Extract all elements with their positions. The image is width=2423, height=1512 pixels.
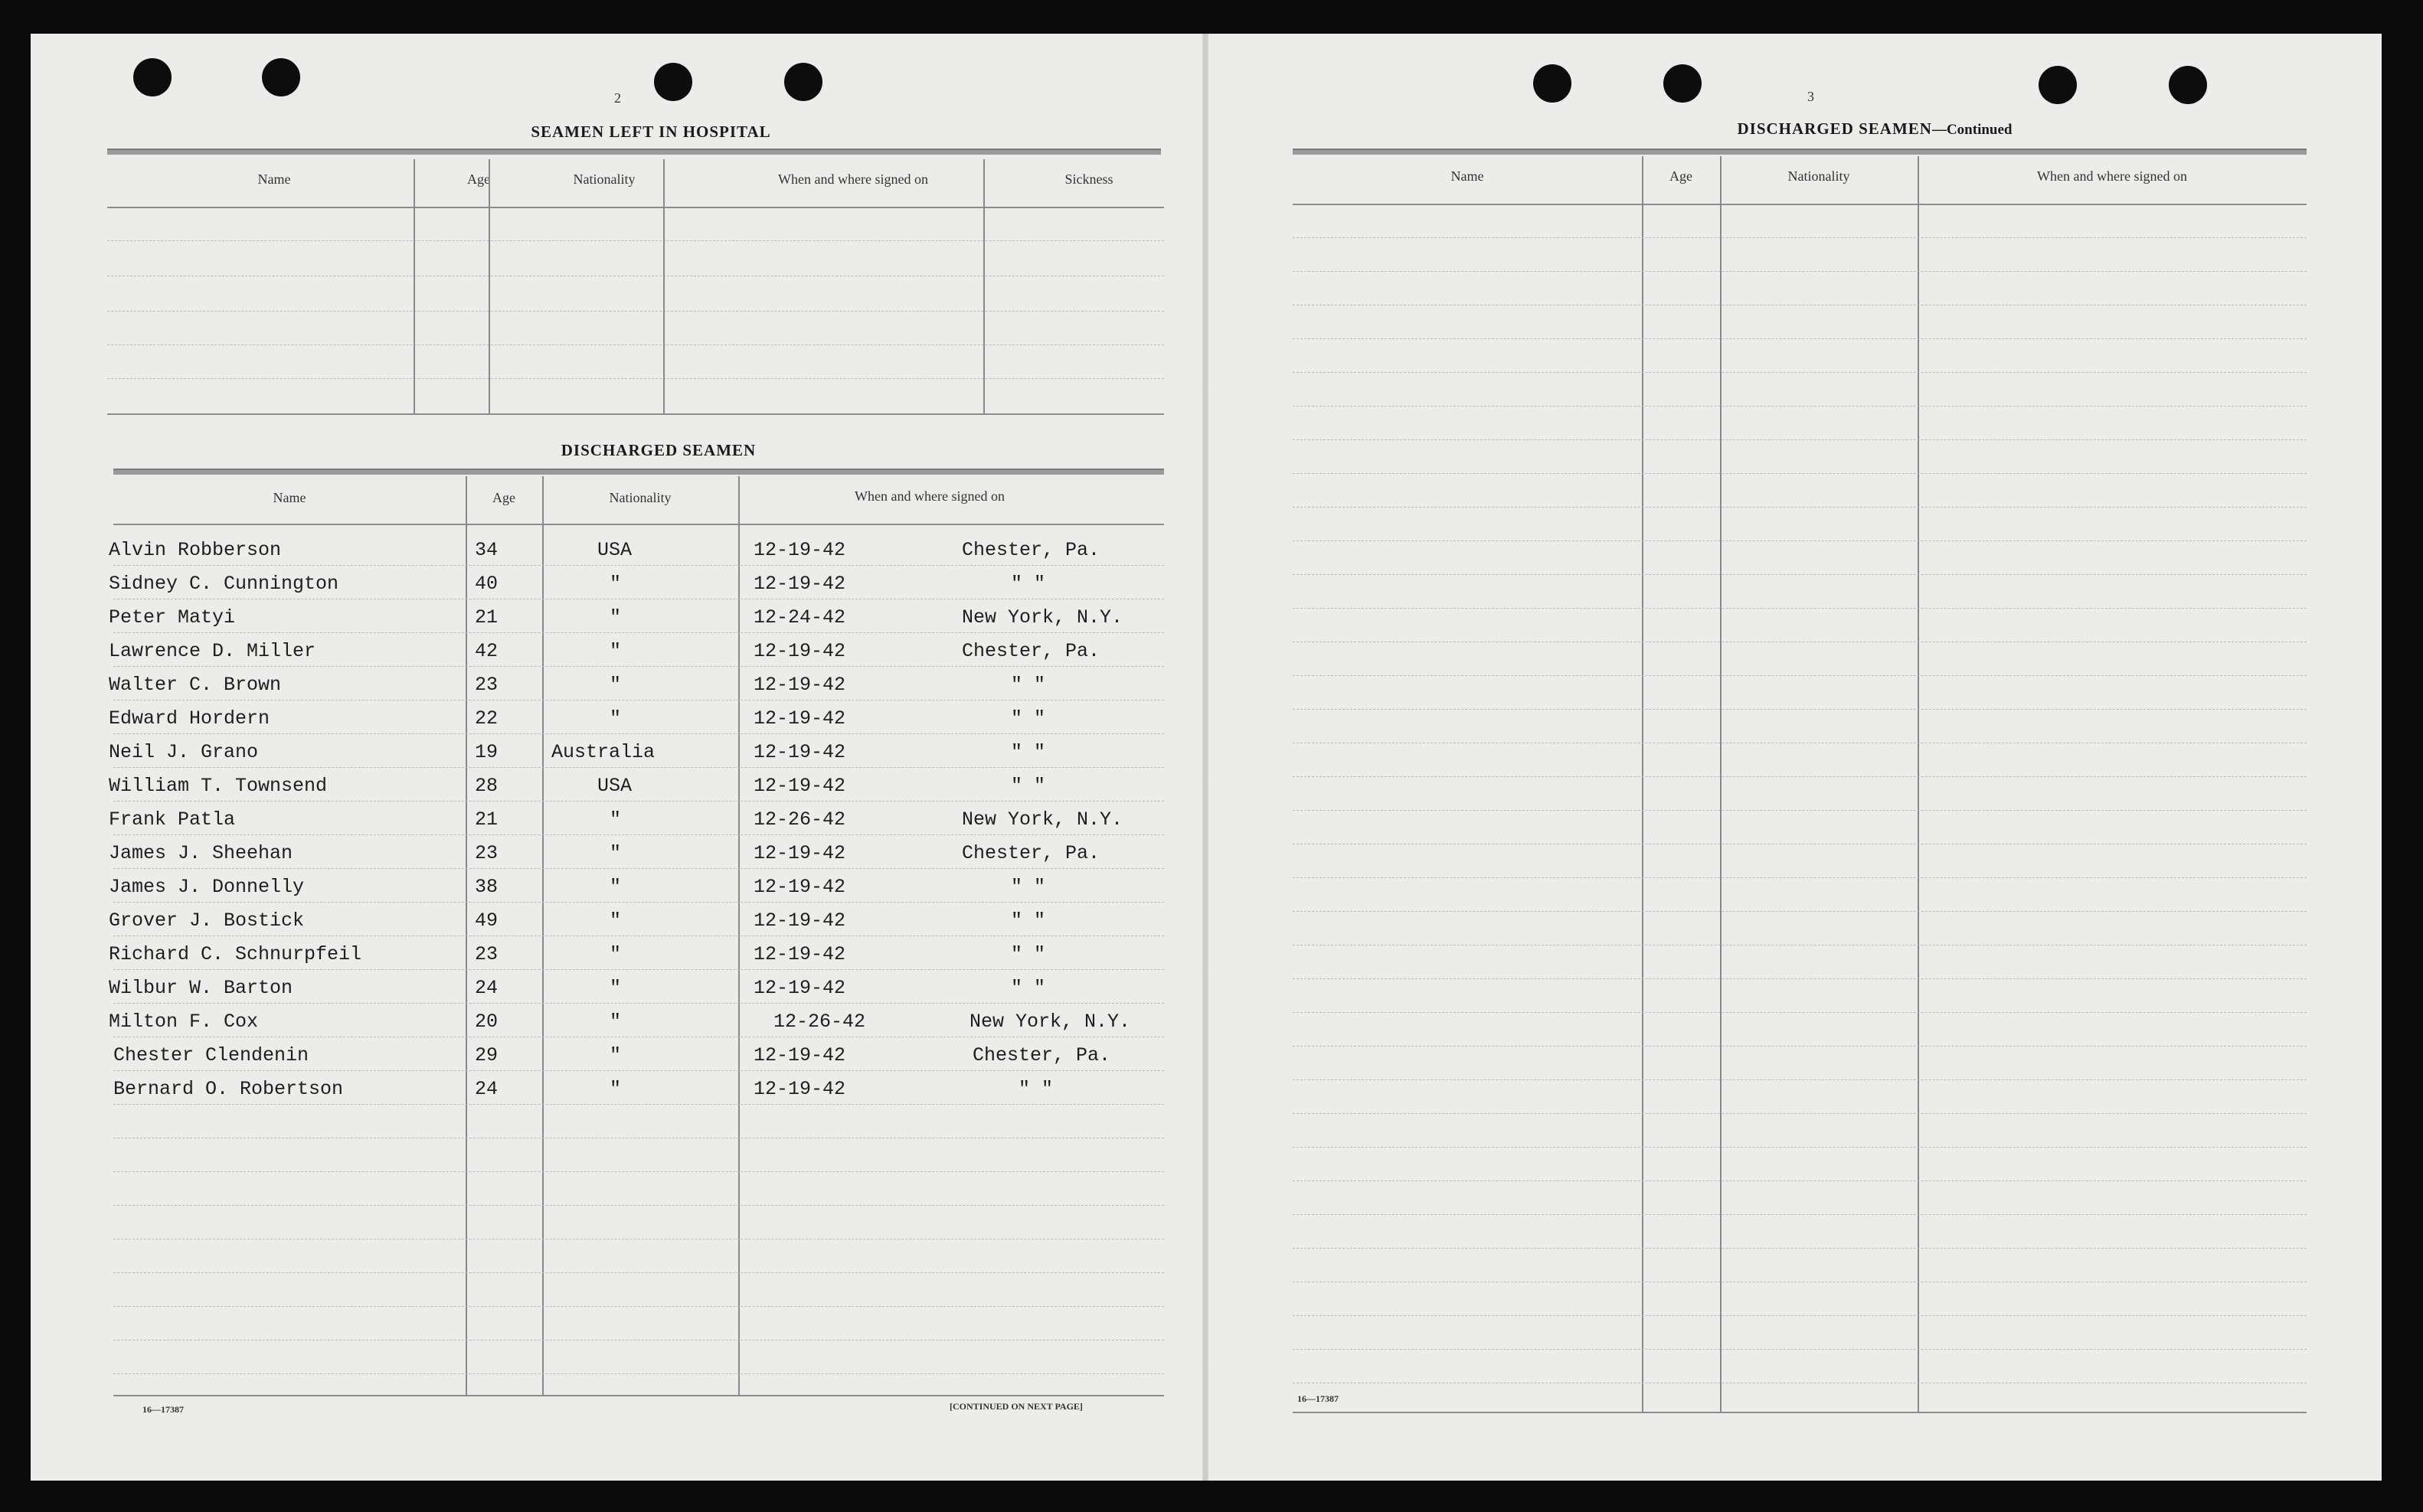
signed-on-date: 12-26-42 [773, 1011, 866, 1033]
seaman-nationality: " [610, 606, 622, 629]
signed-on-date: 12-19-42 [754, 977, 846, 999]
row-rule [1293, 574, 2307, 575]
row-rule [1293, 1147, 2307, 1148]
seaman-name: William T. Townsend [109, 775, 328, 797]
seaman-name: Frank Patla [109, 808, 236, 831]
signed-on-place: Chester, Pa. [962, 842, 1100, 864]
seaman-name: Wilbur W. Barton [109, 977, 293, 999]
section-title-discharged: DISCHARGED SEAMEN [561, 441, 757, 459]
table-bottom-rule [113, 1395, 1164, 1396]
row-rule [113, 1070, 1164, 1071]
signed-on-place: Chester, Pa. [962, 640, 1100, 662]
punch-hole [2169, 66, 2207, 104]
col-header-age: Age [1669, 168, 1692, 184]
row-rule [113, 969, 1164, 970]
seaman-nationality: " [610, 573, 622, 595]
row-rule [113, 666, 1164, 667]
signed-on-date: 12-19-42 [754, 707, 846, 730]
signed-on-date: 12-19-42 [754, 876, 846, 898]
seaman-name: Peter Matyi [109, 606, 236, 629]
row-rule [1293, 1113, 2307, 1114]
signed-on-place: New York, N.Y. [962, 808, 1123, 831]
seaman-nationality: " [610, 808, 622, 831]
seaman-age: 23 [475, 674, 499, 696]
row-rule [1293, 978, 2307, 979]
seaman-age: 49 [475, 909, 499, 932]
column-divider [663, 159, 665, 413]
punch-hole [262, 58, 300, 96]
table-bottom-rule [1293, 1412, 2307, 1413]
punch-hole [784, 63, 822, 101]
seaman-nationality: " [610, 842, 622, 864]
col-header-nationality: Nationality [1787, 168, 1850, 184]
row-rule [113, 1373, 1164, 1374]
row-rule [113, 767, 1164, 768]
page-number: 3 [1807, 89, 1814, 104]
signed-on-date: 12-24-42 [754, 606, 846, 629]
signed-on-date: 12-19-42 [754, 775, 846, 797]
row-rule [1293, 1349, 2307, 1350]
signed-on-date: 12-19-42 [754, 909, 846, 932]
signed-on-place: " " [1011, 943, 1046, 965]
signed-on-date: 12-19-42 [754, 539, 846, 561]
column-divider [1918, 156, 1919, 1412]
row-rule [1293, 1315, 2307, 1316]
signed-on-date: 12-26-42 [754, 808, 846, 831]
signed-on-place: Chester, Pa. [962, 539, 1100, 561]
column-divider [1720, 156, 1722, 1412]
row-rule [1293, 338, 2307, 339]
title-main: DISCHARGED SEAMEN [1737, 119, 1932, 138]
row-rule [1293, 439, 2307, 440]
seaman-name: Edward Hordern [109, 707, 270, 730]
seaman-nationality: " [610, 707, 622, 730]
signed-on-place: " " [1011, 707, 1046, 730]
row-rule [1293, 810, 2307, 811]
heavy-rule [107, 149, 1161, 155]
seaman-nationality: " [610, 909, 622, 932]
heavy-rule [1293, 149, 2307, 155]
column-divider [1642, 156, 1643, 1412]
seaman-name: James J. Donnelly [109, 876, 305, 898]
col-header-name: Name [273, 490, 306, 505]
signed-on-place: New York, N.Y. [962, 606, 1123, 629]
seaman-age: 29 [475, 1044, 499, 1066]
row-rule [113, 1104, 1164, 1105]
punch-hole [2039, 66, 2077, 104]
row-rule [113, 868, 1164, 869]
seaman-nationality: " [610, 674, 622, 696]
header-rule [107, 207, 1164, 208]
col-header-name: Name [257, 171, 291, 187]
form-number: 16—17387 [142, 1404, 184, 1415]
seaman-nationality: USA [597, 539, 633, 561]
row-rule [1293, 608, 2307, 609]
seaman-name: Sidney C. Cunnington [109, 573, 339, 595]
col-header-signed-on: When and where signed on [2037, 168, 2187, 184]
seaman-name: Walter C. Brown [109, 674, 282, 696]
left-page [31, 34, 1202, 1481]
seaman-age: 24 [475, 977, 499, 999]
punch-hole [133, 58, 172, 96]
seaman-name: Milton F. Cox [109, 1011, 259, 1033]
signed-on-place: " " [1011, 775, 1046, 797]
signed-on-place: New York, N.Y. [970, 1011, 1131, 1033]
row-rule [113, 1003, 1164, 1004]
seaman-age: 40 [475, 573, 499, 595]
page-number: 2 [614, 90, 621, 106]
continued-note: [CONTINUED ON NEXT PAGE] [950, 1401, 1083, 1412]
col-header-nationality: Nationality [573, 171, 636, 187]
seaman-age: 20 [475, 1011, 499, 1033]
column-divider [489, 159, 490, 413]
row-rule [1293, 1214, 2307, 1215]
seaman-nationality: Australia [551, 741, 656, 763]
row-rule [1293, 709, 2307, 710]
row-rule [113, 632, 1164, 633]
row-rule [1293, 540, 2307, 541]
document-sheet [31, 34, 2382, 1481]
signed-on-date: 12-19-42 [754, 741, 846, 763]
row-rule [1293, 1046, 2307, 1047]
seaman-age: 23 [475, 943, 499, 965]
header-rule [113, 524, 1164, 525]
row-rule [113, 565, 1164, 566]
seaman-nationality: " [610, 640, 622, 662]
seaman-age: 38 [475, 876, 499, 898]
row-rule [113, 1205, 1164, 1206]
title-suffix: —Continued [1931, 122, 2013, 138]
signed-on-date: 12-19-42 [754, 842, 846, 864]
seaman-age: 42 [475, 640, 499, 662]
seaman-name: Neil J. Grano [109, 741, 259, 763]
row-rule [1293, 271, 2307, 272]
row-rule [113, 1340, 1164, 1341]
signed-on-place: " " [1011, 741, 1046, 763]
row-rule [1293, 507, 2307, 508]
row-rule [107, 378, 1164, 379]
col-header-sickness: Sickness [1064, 171, 1113, 187]
section-title-hospital: SEAMEN LEFT IN HOSPITAL [531, 122, 771, 141]
signed-on-date: 12-19-42 [754, 943, 846, 965]
punch-hole [1663, 64, 1702, 103]
col-header-age: Age [467, 171, 490, 187]
seaman-name: James J. Sheehan [109, 842, 293, 864]
row-rule [113, 1306, 1164, 1307]
seaman-age: 22 [475, 707, 499, 730]
seaman-name: Richard C. Schnurpfeil [109, 943, 362, 965]
signed-on-date: 12-19-42 [754, 1044, 846, 1066]
seaman-nationality: " [610, 876, 622, 898]
seaman-age: 34 [475, 539, 499, 561]
seaman-age: 23 [475, 842, 499, 864]
seaman-nationality: " [610, 943, 622, 965]
seaman-nationality: " [610, 977, 622, 999]
seaman-age: 21 [475, 606, 499, 629]
row-rule [1293, 675, 2307, 676]
row-rule [1293, 473, 2307, 474]
seaman-nationality: " [610, 1044, 622, 1066]
heavy-rule [113, 469, 1164, 475]
col-header-signed-on: When and where signed on [855, 488, 1005, 504]
col-header-name: Name [1450, 168, 1484, 184]
row-rule [1293, 406, 2307, 407]
signed-on-place: " " [1011, 909, 1046, 932]
seaman-name: Lawrence D. Miller [109, 640, 316, 662]
form-number: 16—17387 [1297, 1393, 1339, 1404]
seaman-name: Bernard O. Robertson [113, 1078, 344, 1100]
signed-on-date: 12-19-42 [754, 674, 846, 696]
row-rule [113, 1171, 1164, 1172]
signed-on-place: " " [1011, 674, 1046, 696]
punch-hole [1533, 64, 1571, 103]
col-header-age: Age [492, 490, 515, 505]
right-page [1208, 34, 2382, 1481]
seaman-age: 28 [475, 775, 499, 797]
row-rule [113, 902, 1164, 903]
signed-on-date: 12-19-42 [754, 640, 846, 662]
row-rule [113, 1272, 1164, 1273]
row-rule [1293, 1079, 2307, 1080]
row-rule [113, 834, 1164, 835]
signed-on-place: " " [1011, 876, 1046, 898]
table-bottom-rule [107, 413, 1164, 415]
seaman-nationality: USA [597, 775, 633, 797]
column-divider [983, 159, 985, 413]
signed-on-place: " " [1011, 573, 1046, 595]
signed-on-date: 12-19-42 [754, 1078, 846, 1100]
seaman-age: 24 [475, 1078, 499, 1100]
signed-on-place: " " [1011, 977, 1046, 999]
seaman-age: 19 [475, 741, 499, 763]
row-rule [1293, 1012, 2307, 1013]
col-header-signed-on: When and where signed on [778, 171, 928, 187]
signed-on-date: 12-19-42 [754, 573, 846, 595]
row-rule [107, 240, 1164, 241]
column-divider [414, 159, 415, 413]
signed-on-place: Chester, Pa. [973, 1044, 1111, 1066]
seaman-name: Chester Clendenin [113, 1044, 309, 1066]
row-rule [1293, 372, 2307, 373]
row-rule [1293, 911, 2307, 912]
row-rule [113, 733, 1164, 734]
row-rule [1293, 877, 2307, 878]
row-rule [107, 311, 1164, 312]
header-rule [1293, 204, 2307, 205]
seaman-nationality: " [610, 1011, 622, 1033]
punch-hole [654, 63, 692, 101]
section-title-discharged-continued [1607, 119, 2143, 139]
seaman-age: 21 [475, 808, 499, 831]
row-rule [1293, 237, 2307, 238]
signed-on-place: " " [1019, 1078, 1054, 1100]
page-fold [1202, 34, 1208, 1481]
row-rule [1293, 1248, 2307, 1249]
col-header-nationality: Nationality [609, 490, 672, 505]
seaman-name: Grover J. Bostick [109, 909, 305, 932]
seaman-name: Alvin Robberson [109, 539, 282, 561]
seaman-nationality: " [610, 1078, 622, 1100]
row-rule [113, 801, 1164, 802]
row-rule [1293, 776, 2307, 777]
